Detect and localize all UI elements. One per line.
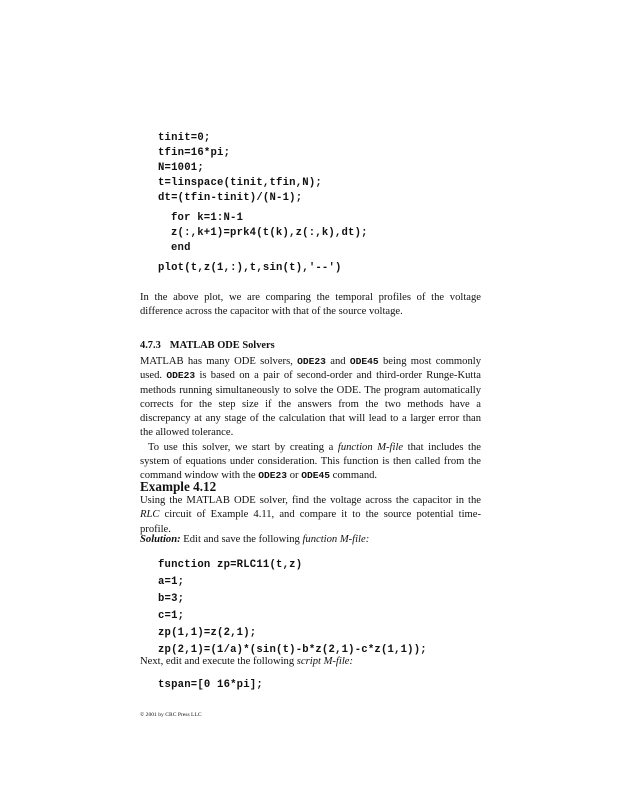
paragraph-plot-comparison: In the above plot, we are comparing the temporal profiles of the voltage difference across the capacitor with that of the source voltage. [140, 292, 481, 318]
example-heading: Example 4.12 [140, 479, 217, 494]
code-inline: ODE23 [258, 470, 288, 482]
next-step-line: Next, edit and execute the following script M-file: [140, 656, 353, 667]
paragraph-ode-solvers: MATLAB has many ODE solvers, ODE23 and ODE45 being most commonly used. ODE23 is based on a pair of second-order and third-order Runge-Kutta methods running simultaneously to solve the ODE. The program automatically corrects for the step size if the answers from the two methods have a discrepancy at any stage of the calculation that will lead to a larger error than the allowed tolerance. To use this solver, we start by creating a function M-file that includes the system of equations under consideration. This function is then called from the command window with the ODE23 or ODE45 command. [140, 355, 481, 484]
code-inline: ODE23 [297, 356, 326, 367]
code-line: for k=1:N-1 [171, 212, 244, 224]
code-line: N=1001; [158, 162, 204, 174]
code-inline: ODE45 [301, 470, 330, 482]
solution-label: Solution: [140, 534, 181, 545]
section-heading [140, 340, 275, 351]
code-line: z(:,k+1)=prk4(t(k),z(:,k),dt); [171, 227, 368, 239]
solution-line: Solution: Edit and save the following function M-file: [140, 534, 370, 545]
section-title: MATLAB ODE Solvers [169, 340, 275, 351]
code-line: tfin=16*pi; [158, 147, 231, 159]
code-line: zp(1,1)=z(2,1); [158, 627, 257, 639]
code-line: tspan=[0 16*pi]; [158, 679, 263, 691]
code-block-script [158, 678, 263, 693]
code-line: dt=(tfin-tinit)/(N-1); [158, 192, 303, 204]
code-line: function zp=RLC11(t,z) [158, 559, 303, 571]
code-line: c=1; [158, 610, 185, 622]
code-line: a=1; [158, 576, 185, 588]
copyright-footer: © 2001 by CRC Press LLC [140, 712, 202, 718]
code-line: end [171, 242, 191, 254]
code-line: tinit=0; [158, 132, 211, 144]
code-inline: ODE45 [349, 356, 379, 367]
paragraph-example: Using the MATLAB ODE solver, find the voltage across the capacitor in the RLC circuit of Example 4.11, and compare it to the source potential time-profile. [140, 495, 481, 535]
code-inline: ODE23 [166, 370, 196, 382]
code-block-plot-setup [158, 131, 368, 276]
code-line: zp(2,1)=(1/a)*(sin(t)-b*z(2,1)-c*z(1,1)); [158, 644, 427, 656]
section-number: 4.7.3 [140, 340, 161, 351]
code-line: plot(t,z(1,:),t,sin(t),'--') [158, 262, 342, 274]
code-line: t=linspace(tinit,tfin,N); [158, 177, 322, 189]
code-line: b=3; [158, 593, 185, 605]
paragraph-use-solver: To use this solver, we start by creating a function M-file that includes the system of equations under consideration. This function is then called from the command window with the ODE23 or ODE45 command. [140, 441, 481, 482]
code-block-function [158, 557, 427, 659]
